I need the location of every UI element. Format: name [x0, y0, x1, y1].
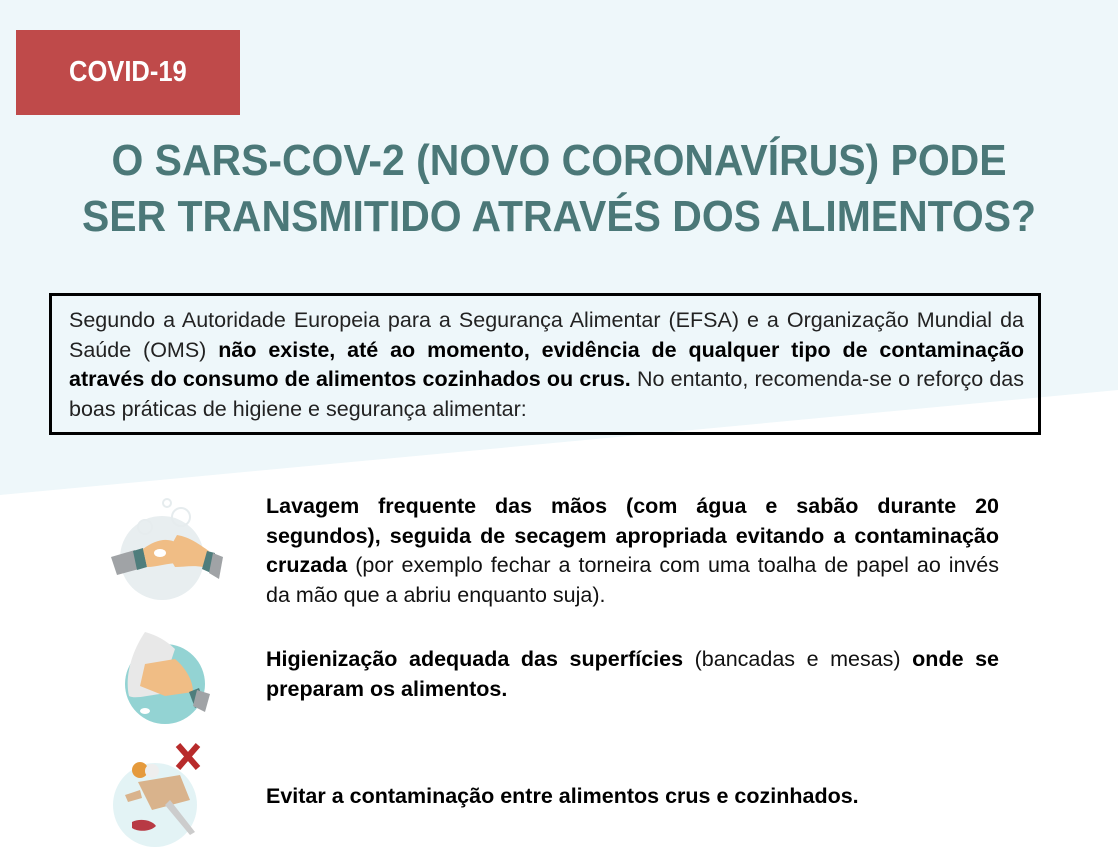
- title-line-2: SER TRANSMITIDO ATRAVÉS DOS ALIMENTOS?: [81, 192, 1037, 241]
- cross-contamination-icon: [110, 740, 210, 850]
- list-item: [266, 782, 999, 812]
- intro-box: [49, 293, 1041, 435]
- list-item: [266, 492, 999, 610]
- item-2-bold-2: onde se preparam os alimentos.: [266, 647, 1000, 701]
- intro-text-2: No entanto, recomenda-se o reforço das boas práticas de higiene e segurança alimentar:: [69, 367, 1024, 421]
- item-2-text: (bancadas e mesas): [683, 647, 913, 671]
- title-line-1: O SARS-COV-2 (NOVO CORONAVÍRUS) PODE: [111, 136, 1007, 185]
- page-title: [0, 133, 1118, 245]
- item-2-bold: Higienização adequada das superfícies: [266, 647, 684, 671]
- item-1-bold: Lavagem frequente das mãos (com água e sabão durante 20 segundos), seguida de secagem apropriada evitando a contaminação cruzada: [266, 494, 999, 577]
- covid-badge: [16, 30, 240, 115]
- badge-label: COVID-19: [69, 56, 187, 88]
- surface-cleaning-icon: [115, 624, 215, 729]
- intro-text: Segundo a Autoridade Europeia para a Segurança Alimentar (EFSA) e a Organização Mundial da Saúde (OMS): [69, 308, 1024, 362]
- intro-bold: não existe, até ao momento, evidência de qualquer tipo de contaminação através do consumo de alimentos cozinhados ou crus.: [69, 337, 1024, 391]
- hand-washing-icon: [105, 495, 225, 605]
- item-1-text: (por exemplo fechar a torneira com uma toalha de papel ao invés da mão que a abriu enquanto suja).: [266, 553, 999, 607]
- item-3-bold: Evitar a contaminação entre alimentos crus e cozinhados.: [266, 784, 859, 808]
- list-item: [266, 645, 999, 704]
